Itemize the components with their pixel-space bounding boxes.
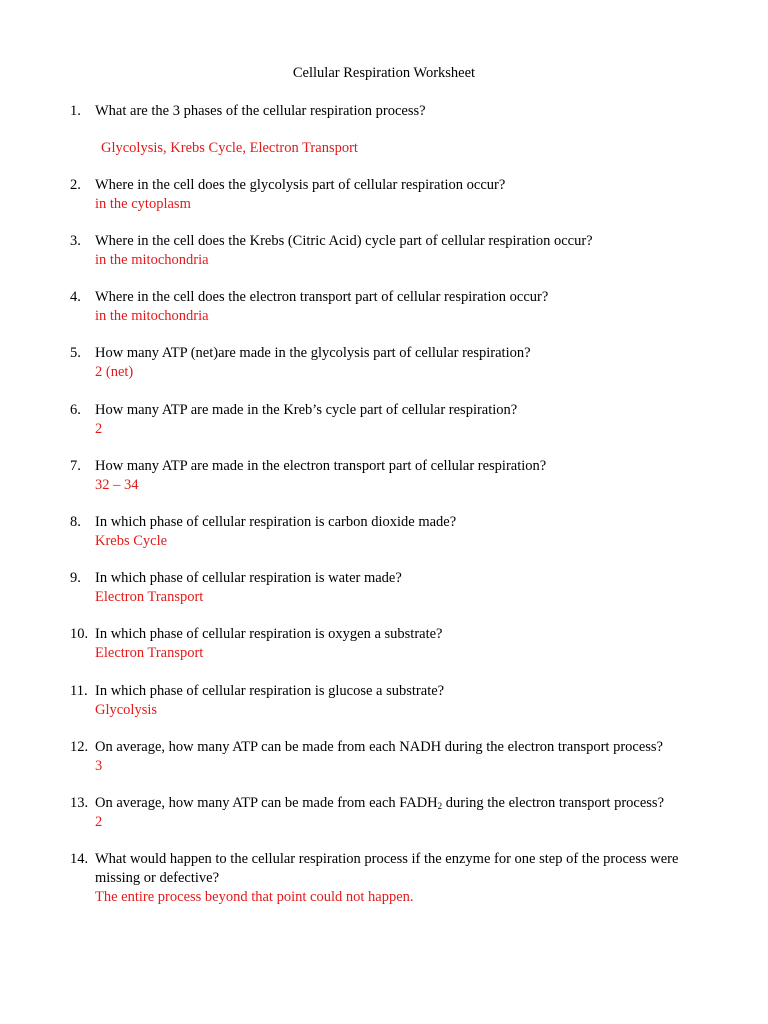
answer-text: 2 bbox=[95, 421, 103, 437]
answer-text: The entire process beyond that point could not happen. bbox=[95, 889, 414, 905]
question-item bbox=[70, 344, 710, 382]
question-text: How many ATP (net)are made in the glycolysis part of cellular respiration? bbox=[95, 345, 531, 361]
question-number: 4. bbox=[70, 289, 81, 305]
question-item bbox=[70, 850, 710, 907]
question-number: 6. bbox=[70, 402, 81, 418]
question-item bbox=[70, 102, 710, 158]
question-text-part: On average, how many ATP can be made from each FADH bbox=[95, 795, 438, 811]
answer-text: Electron Transport bbox=[95, 589, 204, 605]
question-text: How many ATP are made in the electron transport part of cellular respiration? bbox=[95, 458, 547, 474]
question-text-part: during the electron transport process? bbox=[442, 795, 665, 811]
question-number: 3. bbox=[70, 233, 81, 249]
answer-text: in the cytoplasm bbox=[95, 196, 191, 212]
answer-text: 32 – 34 bbox=[95, 477, 139, 493]
question-item bbox=[70, 232, 710, 270]
question-text: What would happen to the cellular respiration process if the enzyme for one step of the process were missing or defective? bbox=[95, 851, 679, 886]
question-item bbox=[70, 401, 710, 439]
question-number: 2. bbox=[70, 177, 81, 193]
worksheet-title: Cellular Respiration Worksheet bbox=[292, 65, 476, 81]
answer-text: 3 bbox=[95, 758, 103, 774]
answer-text: Glycolysis, Krebs Cycle, Electron Transport bbox=[101, 140, 358, 156]
question-text: On average, how many ATP can be made from each NADH during the electron transport process? bbox=[95, 739, 663, 755]
question-text: How many ATP are made in the Kreb’s cycle part of cellular respiration? bbox=[95, 402, 518, 418]
question-item bbox=[70, 794, 710, 832]
question-item bbox=[70, 682, 710, 720]
question-text bbox=[95, 794, 710, 813]
question-item bbox=[70, 176, 710, 214]
answer-text: Glycolysis bbox=[95, 702, 158, 718]
question-text: Where in the cell does the electron transport part of cellular respiration occur? bbox=[95, 289, 549, 305]
question-text: Where in the cell does the glycolysis part of cellular respiration occur? bbox=[95, 177, 506, 193]
question-number: 1. bbox=[70, 103, 81, 119]
question-item bbox=[70, 625, 710, 663]
answer-text: Krebs Cycle bbox=[95, 533, 168, 549]
question-number: 10. bbox=[70, 626, 89, 642]
question-number: 14. bbox=[70, 851, 89, 867]
question-item bbox=[70, 513, 710, 551]
question-number: 12. bbox=[70, 739, 89, 755]
question-item bbox=[70, 457, 710, 495]
answer-text: in the mitochondria bbox=[95, 252, 209, 268]
question-item bbox=[70, 569, 710, 607]
question-text: In which phase of cellular respiration is carbon dioxide made? bbox=[95, 514, 457, 530]
question-text: Where in the cell does the Krebs (Citric Acid) cycle part of cellular respiration occur? bbox=[95, 233, 593, 249]
question-number: 5. bbox=[70, 345, 81, 361]
question-text: In which phase of cellular respiration is water made? bbox=[95, 570, 402, 586]
question-item bbox=[70, 288, 710, 326]
answer-text: 2 bbox=[95, 814, 103, 830]
question-text: In which phase of cellular respiration is oxygen a substrate? bbox=[95, 626, 443, 642]
subscript-text: 2 bbox=[437, 801, 443, 811]
question-number: 11. bbox=[70, 683, 88, 699]
question-text: In which phase of cellular respiration is glucose a substrate? bbox=[95, 683, 445, 699]
question-number: 13. bbox=[70, 795, 89, 811]
answer-text: in the mitochondria bbox=[95, 308, 209, 324]
question-item bbox=[70, 738, 710, 776]
answer-text: 2 (net) bbox=[95, 364, 134, 380]
answer-text: Electron Transport bbox=[95, 645, 204, 661]
question-number: 7. bbox=[70, 458, 81, 474]
question-number: 8. bbox=[70, 514, 81, 530]
question-number: 9. bbox=[70, 570, 81, 586]
question-text: What are the 3 phases of the cellular respiration process? bbox=[95, 103, 426, 119]
